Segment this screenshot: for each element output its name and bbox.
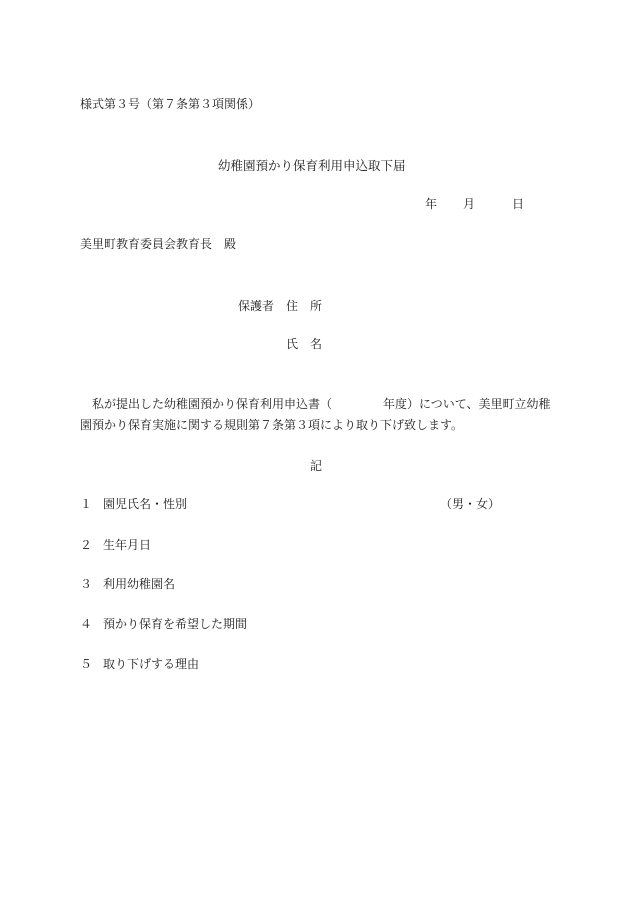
date-year-label: 年 <box>425 197 438 211</box>
item-label-child-name-gender: 園児氏名・性別 <box>103 497 188 511</box>
form-number: 様式第３号（第７条第３項関係） <box>80 97 261 111</box>
item-number: ４ <box>80 617 93 631</box>
gender-option: （男・女） <box>440 497 501 511</box>
item-label-kindergarten: 利用幼稚園名 <box>103 577 176 591</box>
item-number: ５ <box>80 657 93 671</box>
item-number: ２ <box>80 538 93 552</box>
date-month-label: 月 <box>463 197 476 211</box>
item-number: １ <box>80 497 93 511</box>
body-text-line1-end: 年度）について、美里町立幼稚 <box>383 397 551 411</box>
ki-heading: 記 <box>310 459 323 473</box>
item-label-birthdate: 生年月日 <box>103 538 152 552</box>
body-text-line2: 園預かり保育実施に関する規則第７条第３項により取り下げ致します。 <box>80 418 464 432</box>
guardian-address-label: 保護者 住 所 <box>238 299 323 313</box>
addressee: 美里町教育委員会教育長 殿 <box>80 237 237 251</box>
item-label-reason: 取り下げする理由 <box>103 657 200 671</box>
body-text-line1-start: 私が提出した幼稚園預かり保育利用申込書（ <box>92 397 333 411</box>
guardian-name-label: 氏 名 <box>286 337 323 351</box>
date-day-label: 日 <box>512 197 525 211</box>
document-title: 幼稚園預かり保育利用申込取下届 <box>218 158 406 173</box>
item-label-period: 預かり保育を希望した期間 <box>103 617 248 631</box>
item-number: ３ <box>80 577 93 591</box>
